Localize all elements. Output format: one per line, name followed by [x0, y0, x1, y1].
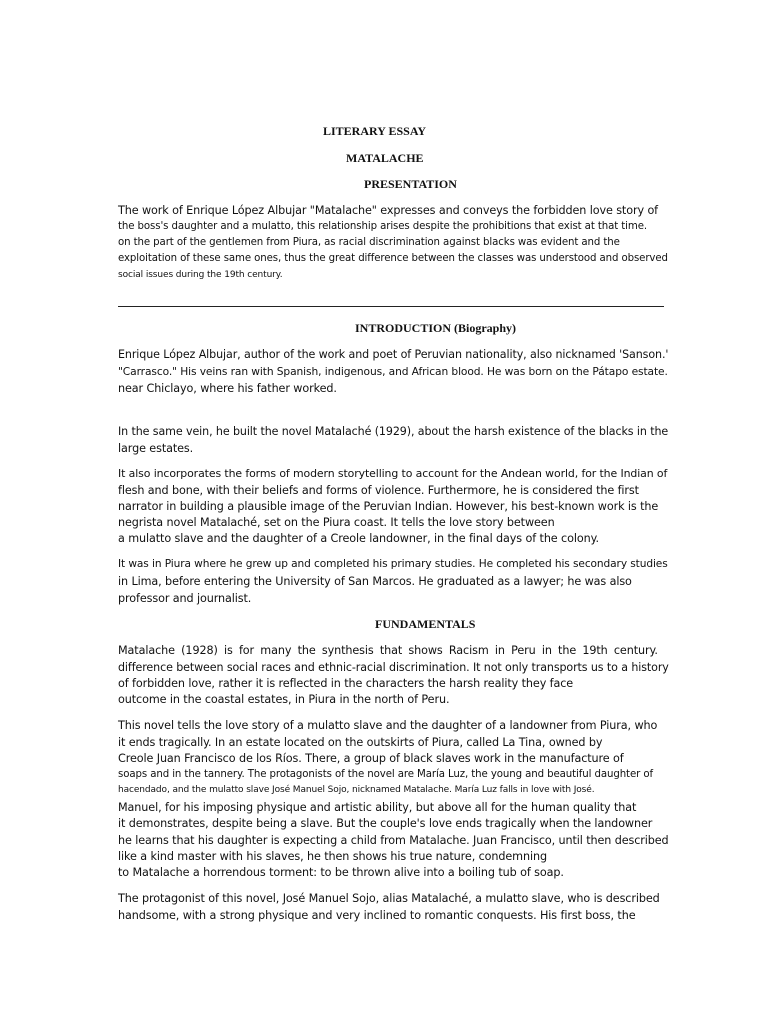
intro-line: a mulatto slave and the daughter of a Creole landowner, in the final days of the colony. [118, 532, 599, 545]
intro-line: It also incorporates the forms of modern storytelling to account for the Andean world, for the Indian of [118, 467, 668, 480]
word: Racism [448, 644, 489, 657]
introduction-heading: INTRODUCTION (Biography) [355, 321, 517, 335]
intro-line: large estates. [118, 442, 194, 455]
word: in [541, 644, 552, 657]
fundamentals-line: he learns that his daughter is expecting a child from Matalache. Juan Francisco, until then described [118, 834, 669, 847]
intro-line: Enrique López Albujar, author of the work and poet of Peruvian nationality, also nicknamed 'Sanson.' [118, 348, 669, 361]
word: century. [613, 644, 658, 657]
fundamentals-line: to Matalache a horrendous torment: to be thrown alive into a boiling tub of soap. [118, 866, 564, 879]
word: many [260, 644, 292, 657]
intro-line: in Lima, before entering the University of San Marcos. He graduated as a lawyer; he was also [118, 575, 632, 588]
word: synthesis [321, 644, 374, 657]
word: for [238, 644, 255, 657]
word: is [224, 644, 233, 657]
fundamentals-line: Manuel, for his imposing physique and artistic ability, but above all for the human quality that [118, 801, 637, 814]
fundamentals-line: soaps and in the tannery. The protagonists of the novel are María Luz, the young and beautiful daughter of [118, 769, 653, 780]
presentation-heading: PRESENTATION [364, 177, 457, 191]
fundamentals-heading: FUNDAMENTALS [375, 617, 476, 631]
intro-line: narrator in building a plausible image of the Peruvian Indian. However, his best-known work is the [118, 500, 659, 513]
fundamentals-line: outcome in the coastal estates, in Piura in the north of Peru. [118, 693, 450, 706]
word: Peru [511, 644, 536, 657]
section-divider [118, 306, 664, 307]
fundamentals-line: of forbidden love, rather it is reflected in the characters the harsh reality they face [118, 677, 574, 690]
intro-line: professor and journalist. [118, 592, 252, 605]
intro-line: In the same vein, he built the novel Matalaché (1929), about the harsh existence of the blacks in the [118, 425, 669, 438]
fundamentals-line: handsome, with a strong physique and very inclined to romantic conquests. His first boss, the [118, 909, 636, 922]
fundamentals-line: Creole Juan Francisco de los Ríos. There, a group of black slaves work in the manufacture of [118, 752, 624, 765]
word: the [297, 644, 316, 657]
word: in [494, 644, 505, 657]
intro-line: near Chiclayo, where his father worked. [118, 382, 337, 395]
fundamentals-line: difference between social races and ethnic-racial discrimination. It not only transports us to a history [118, 661, 669, 674]
word: that [379, 644, 403, 657]
word: the [558, 644, 577, 657]
fundamentals-line: The protagonist of this novel, José Manuel Sojo, alias Matalaché, a mulatto slave, who is described [118, 892, 660, 905]
document-title: LITERARY ESSAY [323, 124, 427, 138]
word: (1928) [181, 644, 218, 657]
intro-line: It was in Piura where he grew up and completed his primary studies. He completed his secondary studies [118, 558, 668, 570]
presentation-line: exploitation of these same ones, thus the great difference between the classes was understood and observed [118, 253, 668, 264]
word: Matalache [118, 644, 175, 657]
fundamentals-line: like a kind master with his slaves, he then shows his true nature, condemning [118, 850, 547, 863]
intro-line: negrista novel Matalaché, set on the Piura coast. It tells the love story between [118, 516, 555, 529]
intro-line: flesh and bone, with their beliefs and forms of violence. Furthermore, he is considered the first [118, 484, 639, 497]
word: 19th [582, 644, 608, 657]
fundamentals-justified-line [118, 644, 658, 657]
presentation-line: the boss's daughter and a mulatto, this relationship arises despite the prohibitions that exist at that time. [118, 221, 648, 232]
document-subtitle: MATALACHE [346, 151, 424, 165]
presentation-line: social issues during the 19th century. [118, 270, 283, 280]
word: shows [408, 644, 443, 657]
presentation-line: on the part of the gentlemen from Piura, as racial discrimination against blacks was evident and the [118, 237, 620, 248]
fundamentals-line: it ends tragically. In an estate located on the outskirts of Piura, called La Tina, owned by [118, 736, 603, 749]
fundamentals-line: This novel tells the love story of a mulatto slave and the daughter of a landowner from Piura, who [118, 719, 658, 732]
fundamentals-line: hacendado, and the mulatto slave José Manuel Sojo, nicknamed Matalache. María Luz falls in love with José. [118, 785, 595, 795]
presentation-line: The work of Enrique López Albujar "Matalache" expresses and conveys the forbidden love story of [118, 204, 659, 217]
intro-line: "Carrasco." His veins ran with Spanish, indigenous, and African blood. He was born on the Pátapo estate. [118, 365, 668, 378]
fundamentals-line: it demonstrates, despite being a slave. But the couple's love ends tragically when the landowner [118, 817, 653, 830]
